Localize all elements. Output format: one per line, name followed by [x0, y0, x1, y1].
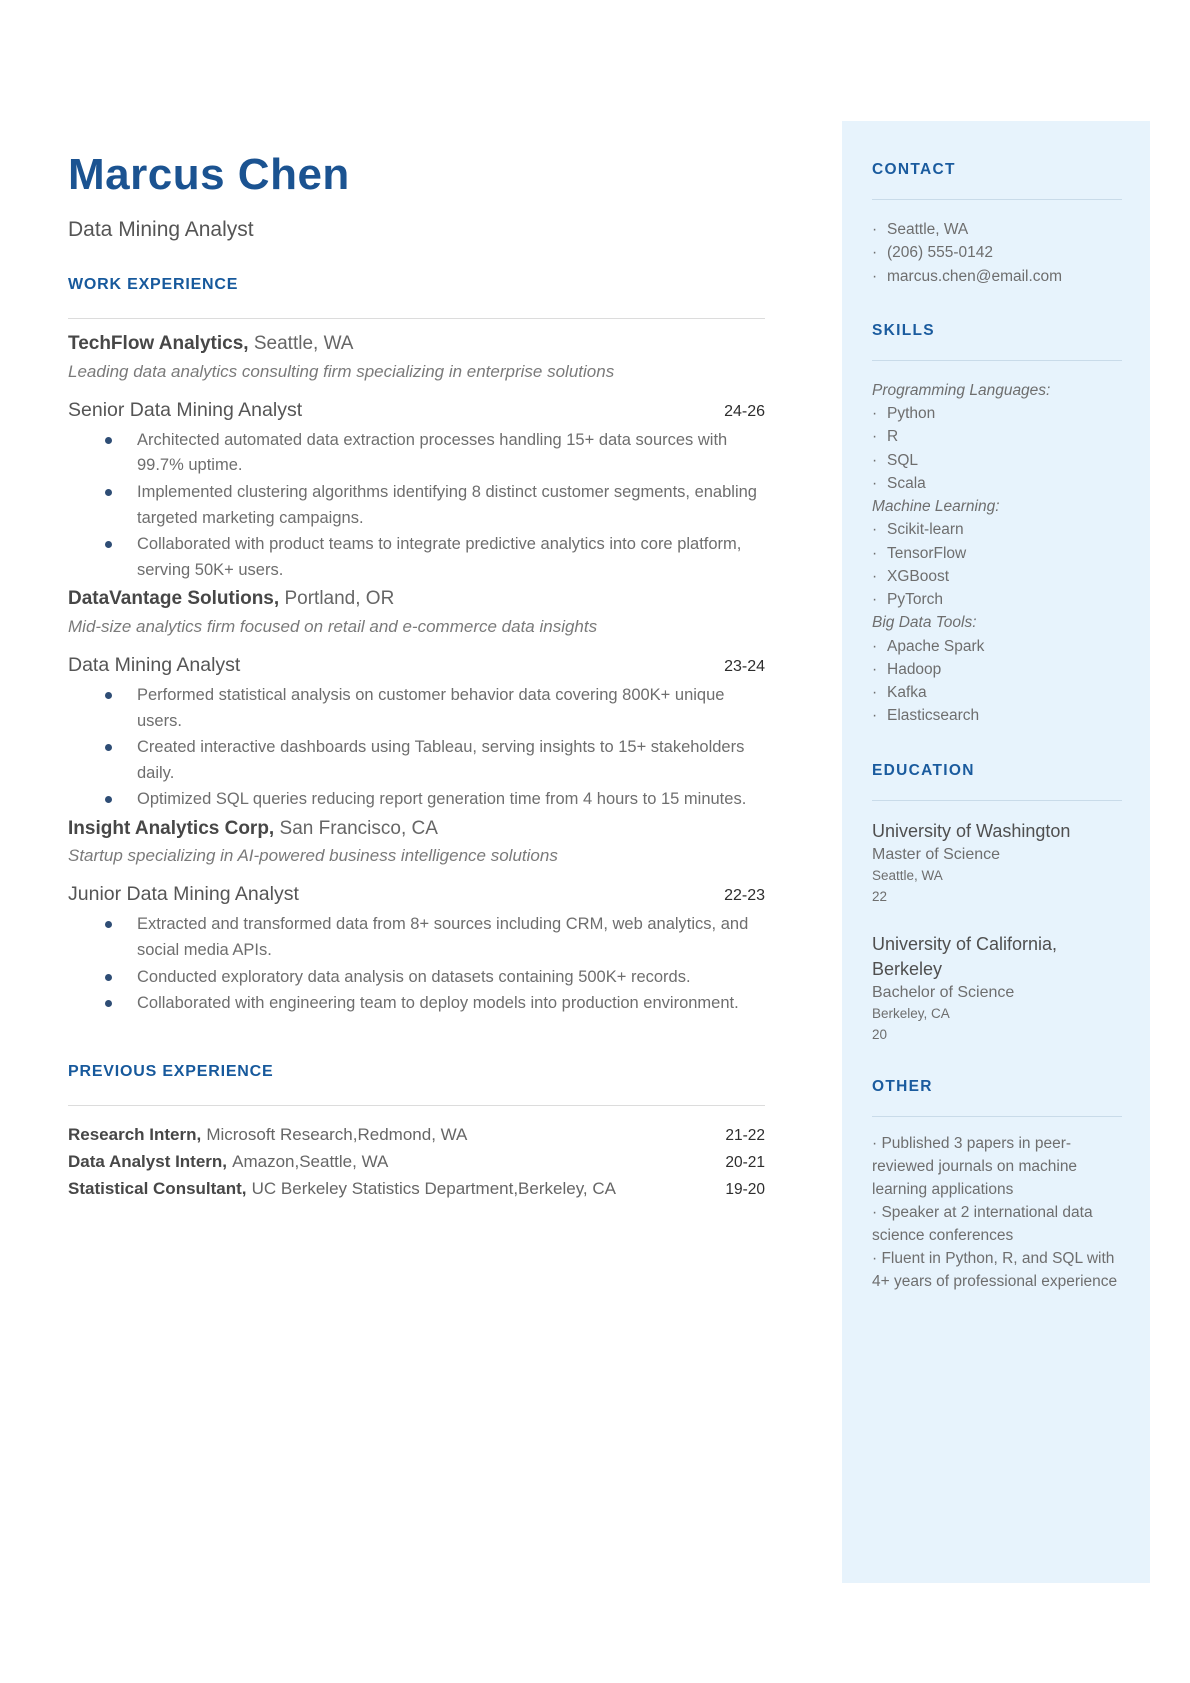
- bullet-item: [105, 480, 765, 531]
- school-degree: Bachelor of Science: [872, 983, 1015, 1001]
- company-location: Portland, OR: [284, 588, 395, 610]
- job-entry: [68, 332, 765, 583]
- bullet-text: Collaborated with engineering team to deploy models into production environment.: [137, 994, 739, 1013]
- previous-role: Data Analyst Intern,: [68, 1151, 228, 1171]
- skill-item: · Apache Spark: [872, 635, 1122, 658]
- skills-divider: [872, 360, 1122, 361]
- bullet-dot-icon: [105, 796, 112, 803]
- skill-group-label: Machine Learning:: [872, 498, 1000, 515]
- skill-item: · SQL: [872, 449, 1122, 472]
- contact-heading: CONTACT: [872, 161, 956, 178]
- bullet-text: Extracted and transformed data from 8+ sources including CRM, web analytics, and social media APIs.: [137, 915, 749, 959]
- bullet-item: [105, 532, 765, 583]
- person-name: Marcus Chen: [68, 150, 350, 199]
- previous-experience-row: [68, 1122, 765, 1149]
- company-line: [68, 332, 765, 357]
- education-entry: [872, 932, 1122, 1044]
- work-experience-heading: WORK EXPERIENCE: [68, 276, 239, 294]
- education-entry: [872, 819, 1122, 907]
- job-dates: 22-23: [724, 887, 765, 905]
- other-item: · Fluent in Python, R, and SQL with 4+ years of professional experience: [872, 1248, 1122, 1294]
- contact-section: [872, 161, 1122, 288]
- previous-role: Research Intern,: [68, 1124, 202, 1144]
- company-line: [68, 587, 765, 612]
- previous-dates: 19-20: [725, 1180, 765, 1198]
- contact-email: · marcus.chen@email.com: [872, 265, 1122, 288]
- skill-item: · Elasticsearch: [872, 704, 1122, 727]
- role-row: [68, 883, 765, 906]
- education-section: [872, 762, 1122, 1045]
- bullet-dot-icon: [105, 1000, 112, 1007]
- skills-heading: SKILLS: [872, 321, 935, 339]
- person-title: Data Mining Analyst: [68, 218, 254, 242]
- bullet-dot-icon: [105, 692, 112, 699]
- bullet-text: Architected automated data extraction processes handling 15+ data sources with 99.7% uptime.: [137, 430, 728, 475]
- other-divider: [872, 1116, 1122, 1117]
- job-entry: [68, 587, 765, 813]
- contact-phone: · (206) 555-0142: [872, 241, 1122, 264]
- bullet-dot-icon: [105, 744, 112, 751]
- school-location: Seattle, WA: [872, 867, 943, 883]
- job-entry: [68, 817, 765, 1017]
- bullet-item: [105, 787, 765, 813]
- bullet-text: Created interactive dashboards using Tableau, serving insights to 15+ stakeholders daily.: [137, 738, 745, 782]
- previous-org: Amazon,Seattle, WA: [232, 1151, 389, 1171]
- skill-item: · Python: [872, 402, 1122, 425]
- previous-experience-list: [68, 1122, 765, 1203]
- skill-item: · Hadoop: [872, 658, 1122, 681]
- job-bullets: [68, 428, 765, 583]
- company-name: DataVantage Solutions,: [68, 588, 280, 610]
- bullet-dot-icon: [105, 541, 112, 548]
- bullet-dot-icon: [105, 921, 112, 928]
- other-list: [872, 1133, 1122, 1294]
- bullet-dot-icon: [105, 974, 112, 981]
- previous-experience-row: [68, 1176, 765, 1203]
- other-section: [872, 1078, 1122, 1294]
- company-description: Leading data analytics consulting firm specializing in enterprise solutions: [68, 361, 615, 381]
- company-name: Insight Analytics Corp,: [68, 817, 275, 839]
- bullet-text: Conducted exploratory data analysis on datasets containing 500K+ records.: [137, 967, 691, 986]
- education-heading: EDUCATION: [872, 761, 975, 779]
- job-role: Junior Data Mining Analyst: [68, 883, 299, 906]
- company-description: Mid-size analytics firm focused on retail and e-commerce data insights: [68, 616, 598, 636]
- bullet-item: [105, 683, 765, 734]
- previous-dates: 20-21: [725, 1153, 765, 1171]
- other-item: · Published 3 papers in peer-reviewed journals on machine learning applications: [872, 1133, 1122, 1202]
- role-row: [68, 399, 765, 422]
- previous-role-line: [68, 1176, 616, 1203]
- skill-item: · Scikit-learn: [872, 518, 1122, 541]
- bullet-dot-icon: [105, 489, 112, 496]
- previous-role-line: [68, 1149, 388, 1176]
- company-location: San Francisco, CA: [279, 817, 438, 839]
- skill-item: · XGBoost: [872, 565, 1122, 588]
- school-year: 22: [872, 889, 888, 905]
- bullet-item: [105, 912, 765, 963]
- role-row: [68, 654, 765, 677]
- skill-item: · Kafka: [872, 681, 1122, 704]
- bullet-item: [105, 428, 765, 479]
- skills-section: [872, 322, 1122, 728]
- bullet-item: [105, 965, 765, 991]
- bullet-dot-icon: [105, 437, 112, 444]
- other-item: · Speaker at 2 international data science conferences: [872, 1202, 1122, 1248]
- bullet-item: [105, 991, 765, 1017]
- previous-experience-row: [68, 1149, 765, 1176]
- job-bullets: [68, 912, 765, 1016]
- work-section-divider: [68, 318, 765, 319]
- job-role: Data Mining Analyst: [68, 653, 241, 676]
- school-degree: Master of Science: [872, 845, 1001, 863]
- skill-item: · R: [872, 425, 1122, 448]
- school-name: University of California, Berkeley: [872, 934, 1058, 979]
- contact-divider: [872, 199, 1122, 200]
- bullet-text: Optimized SQL queries reducing report generation time from 4 hours to 15 minutes.: [137, 790, 747, 809]
- education-divider: [872, 800, 1122, 801]
- previous-role-line: [68, 1122, 467, 1149]
- bullet-text: Implemented clustering algorithms identifying 8 distinct customer segments, enabling targeted marketing campaigns.: [137, 483, 757, 527]
- previous-org: Microsoft Research,Redmond, WA: [206, 1124, 468, 1144]
- sidebar: [842, 121, 1150, 1583]
- bullet-text: Performed statistical analysis on customer behavior data covering 800K+ unique users.: [137, 685, 725, 730]
- skill-item: · TensorFlow: [872, 542, 1122, 565]
- skill-group-label: Programming Languages:: [872, 381, 1051, 399]
- contact-list: [872, 218, 1122, 288]
- main-column: [68, 152, 765, 1203]
- skill-group-label: Big Data Tools:: [872, 614, 977, 632]
- previous-section-divider: [68, 1105, 765, 1106]
- previous-experience-heading: PREVIOUS EXPERIENCE: [68, 1062, 274, 1080]
- skill-item: · PyTorch: [872, 588, 1122, 611]
- company-description: Startup specializing in AI-powered business intelligence solutions: [68, 846, 558, 866]
- previous-dates: 21-22: [725, 1126, 765, 1144]
- company-location: Seattle, WA: [253, 333, 354, 355]
- previous-org: UC Berkeley Statistics Department,Berkeley, CA: [251, 1178, 616, 1198]
- contact-location: · Seattle, WA: [872, 218, 1122, 241]
- company-name: TechFlow Analytics,: [68, 333, 249, 355]
- company-line: [68, 817, 765, 842]
- job-dates: 24-26: [724, 402, 765, 420]
- skill-item: · Scala: [872, 472, 1122, 495]
- previous-role: Statistical Consultant,: [68, 1178, 247, 1198]
- skills-list: [872, 379, 1122, 728]
- job-dates: 23-24: [724, 657, 765, 675]
- school-year: 20: [872, 1027, 888, 1043]
- bullet-item: [105, 735, 765, 786]
- job-bullets: [68, 683, 765, 813]
- school-name: University of Washington: [872, 820, 1071, 841]
- bullet-text: Collaborated with product teams to integrate predictive analytics into core platform, serving 50K+ users.: [137, 535, 742, 579]
- school-location: Berkeley, CA: [872, 1005, 950, 1021]
- other-heading: OTHER: [872, 1078, 933, 1096]
- job-role: Senior Data Mining Analyst: [68, 398, 303, 421]
